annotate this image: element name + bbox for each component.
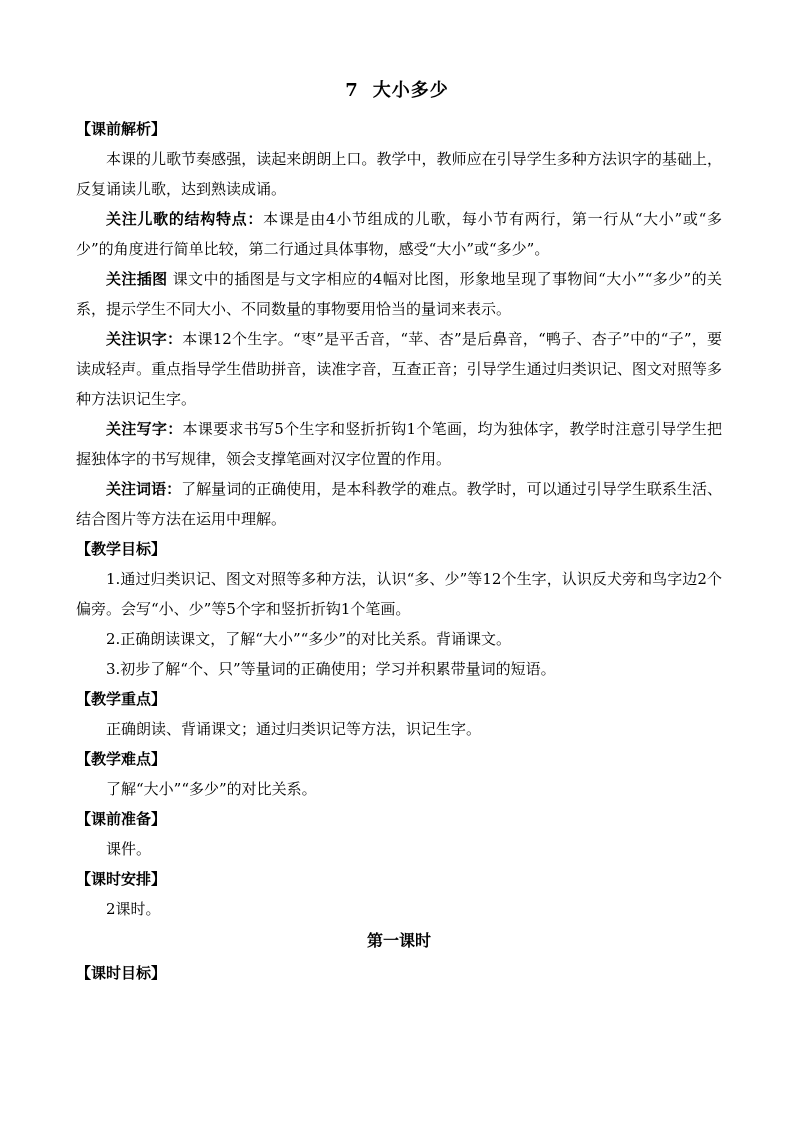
point-text: 本课12个生字。“枣”是平舌音，“苹、杏”是后鼻音，“鸭子、杏子”中的“子”，要读成轻声。重点指导学生借助拼音，读准字音，互查正音；引导学生通过归类识记、图文对照等多种方法识记生字。 <box>76 330 722 408</box>
lesson-number: 7 <box>345 80 359 101</box>
goal-item: 1.通过归类识记、图文对照等多种方法，认识“多、少”等12个生字，认识反犬旁和鸟字边2个偏旁。会写“小、少”等5个字和竖折折钩1个笔画。 <box>76 570 722 618</box>
point-lead: 关注写字： <box>106 420 183 438</box>
lesson-title <box>0 76 794 102</box>
lesson-title-text: 大小多少 <box>372 80 449 101</box>
key-points-text: 正确朗读、背诵课文；通过归类识记等方法，识记生字。 <box>106 720 482 738</box>
schedule-text: 2课时。 <box>106 900 161 918</box>
preparation-text: 课件。 <box>106 840 152 858</box>
goals-heading: 【教学目标】 <box>76 540 167 558</box>
point-text: 课文中的插图是与文字相应的4幅对比图，形象地呈现了事物间“大小”“多少”的关系，提示学生不同大小、不同数量的事物要用恰当的量词来表示。 <box>76 270 722 318</box>
point-text: 了解量词的正确使用，是本科教学的难点。教学时，可以通过引导学生联系生活、结合图片等方法在运用中理解。 <box>76 480 722 528</box>
difficulties-heading: 【教学难点】 <box>76 750 167 768</box>
analysis-point-literacy <box>76 324 722 414</box>
point-text: 本课要求书写5个生字和竖折折钩1个笔画，均为独体字，教学时注意引导学生把握独体字的书写规律，领会支撑笔画对汉字位置的作用。 <box>76 420 722 468</box>
first-lesson-title: 第一课时 <box>366 931 431 950</box>
point-lead: 关注插图 <box>106 270 168 288</box>
goal-item: 3.初步了解“个、只”等量词的正确使用；学习并积累带量词的短语。 <box>106 660 556 678</box>
point-lead: 关注儿歌的结构特点： <box>106 210 264 228</box>
analysis-heading: 【课前解析】 <box>76 120 167 138</box>
analysis-point-structure <box>76 204 722 264</box>
schedule-heading: 【课时安排】 <box>76 870 167 888</box>
difficulties-text: 了解“大小”“多少”的对比关系。 <box>106 780 317 798</box>
analysis-point-writing <box>76 414 722 474</box>
analysis-point-illustration <box>76 264 722 324</box>
key-points-heading: 【教学重点】 <box>76 690 167 708</box>
analysis-point-vocabulary <box>76 474 722 534</box>
lesson-goals-heading: 【课时目标】 <box>76 964 167 982</box>
point-text: 本课是由4小节组成的儿歌，每小节有两行，第一行从“大小”或“多少”的角度进行简单比较，第二行通过具体事物，感受“大小”或“多少”。 <box>76 210 722 258</box>
goal-item: 2.正确朗读课文，了解“大小”“多少”的对比关系。背诵课文。 <box>106 630 511 648</box>
point-lead: 关注词语： <box>106 480 182 498</box>
point-lead: 关注识字： <box>106 330 183 348</box>
lesson-body <box>76 114 722 988</box>
preparation-heading: 【课前准备】 <box>76 810 167 828</box>
analysis-intro: 本课的儿歌节奏感强，读起来朗朗上口。教学中，教师应在引导学生多种方法识字的基础上，反复诵读儿歌，达到熟读成诵。 <box>76 150 722 198</box>
